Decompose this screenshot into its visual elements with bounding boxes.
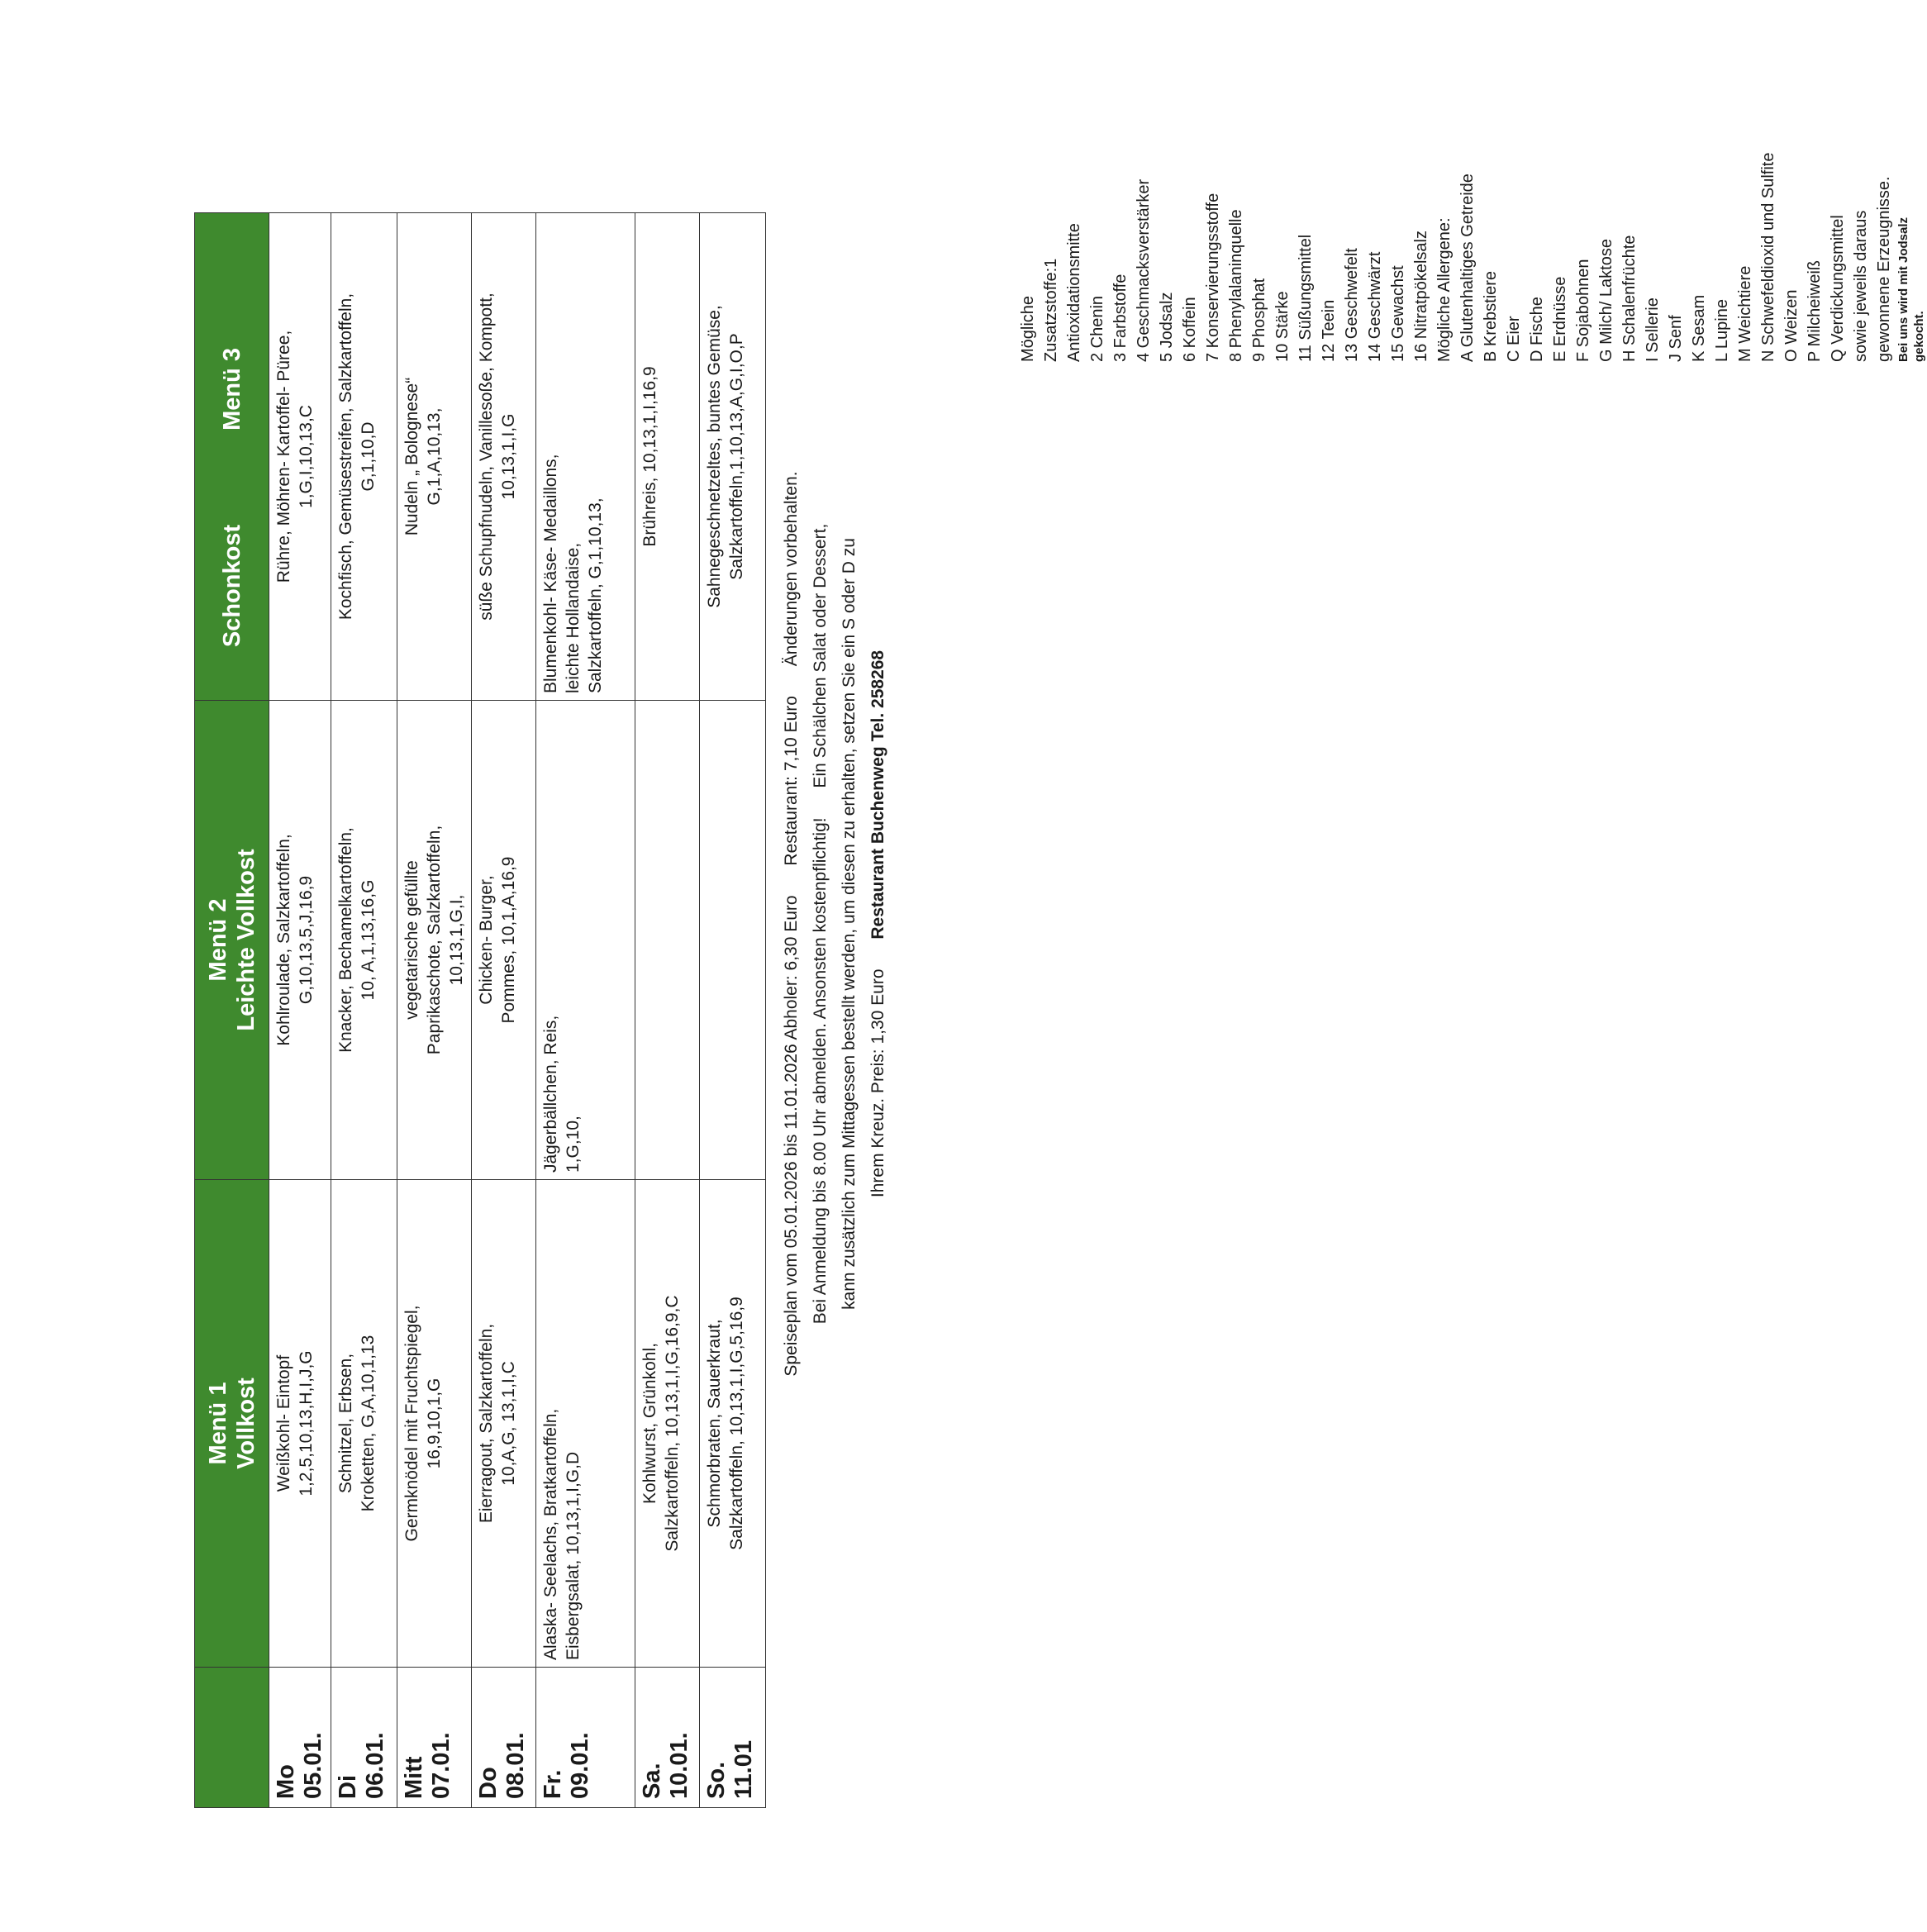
dish-text: 1,G,I,10,13,C bbox=[297, 405, 316, 508]
dish-text: Rühre, Möhren- Kartoffel- Püree, bbox=[274, 330, 293, 583]
weekday-label: Fr. bbox=[540, 1769, 566, 1799]
day-cell bbox=[472, 1668, 536, 1808]
menu-2-cell bbox=[472, 701, 536, 1180]
menu-1-cell bbox=[397, 1180, 472, 1668]
note-line-1 bbox=[777, 279, 806, 1568]
legend-iodine-note-2: gekocht. bbox=[1912, 311, 1926, 362]
dish-text: Jägerbällchen, Reis, bbox=[541, 1015, 560, 1173]
header-day bbox=[195, 1668, 269, 1808]
legend-item: F Sojabohnen bbox=[1574, 259, 1592, 362]
legend-item: gewonnene Erzeugnisse. bbox=[1875, 176, 1893, 362]
legend-item: H Schalenfrüchte bbox=[1620, 235, 1639, 362]
weekday-label: Mitt bbox=[401, 1756, 427, 1799]
table-row bbox=[397, 213, 472, 1808]
table-row bbox=[472, 213, 536, 1808]
dish-text: Eisbergsalat, 10,13,1,I,G,D bbox=[564, 1451, 583, 1660]
table-header-row bbox=[195, 213, 269, 1808]
dish-text: 1,G,10, bbox=[564, 1116, 583, 1173]
legend-item: Q Verdickungsmittel bbox=[1829, 215, 1847, 362]
dish-text: Kroketten, G,A,10,1,13 bbox=[359, 1335, 378, 1512]
date-label: 06.01. bbox=[362, 1732, 388, 1799]
dish-text: Salzkartoffeln, 10,13,1,I,G,5,16,9 bbox=[727, 1297, 746, 1550]
table-row bbox=[269, 213, 331, 1808]
date-label: 09.01. bbox=[567, 1732, 593, 1799]
dish-text: Salzkartoffeln, 10,13,1,I,G,16,9,C bbox=[663, 1295, 682, 1552]
weekday-label: Do bbox=[475, 1767, 502, 1799]
legend-item: Mögliche Allergene: bbox=[1435, 217, 1454, 362]
date-label: 07.01. bbox=[428, 1732, 454, 1799]
dish-text: Paprikaschote, Salzkartoffeln, bbox=[425, 825, 444, 1055]
menu-3-cell bbox=[700, 213, 766, 701]
note-line-2 bbox=[806, 279, 835, 1568]
dish-text: 1,2,5,10,13,H,I,J,G bbox=[297, 1350, 316, 1497]
note-changes: Änderungen vorbehalten. bbox=[782, 471, 801, 667]
legend-item: 5 Jodsalz bbox=[1158, 292, 1176, 362]
legend-item: K Sesam bbox=[1690, 294, 1708, 362]
note-side-dish: Ein Schälchen Salat oder Dessert, bbox=[811, 523, 830, 788]
table-body bbox=[269, 213, 766, 1808]
menu-2-cell bbox=[331, 701, 397, 1180]
note-registration: Bei Anmeldung bis 8.00 Uhr abmelden. Ansonsten kostenpflichtig! bbox=[811, 817, 830, 1325]
menu-1-cell bbox=[536, 1180, 635, 1668]
header-menu-1 bbox=[195, 1180, 269, 1668]
header-menu-3 bbox=[195, 213, 269, 701]
weekday-label: So. bbox=[703, 1761, 730, 1799]
date-label: 10.01. bbox=[666, 1732, 692, 1799]
header-menu-3-title: Schonkost bbox=[218, 524, 245, 648]
legend-item: 10 Stärke bbox=[1273, 291, 1292, 362]
header-menu-2-title: Menü 2 bbox=[204, 898, 231, 982]
legend-list bbox=[1016, 7, 1896, 362]
dish-text: vegetarische gefüllte bbox=[402, 860, 421, 1020]
dish-text: Schnitzel, Erbsen, bbox=[336, 1353, 355, 1494]
legend-item: 4 Geschmacksverstärker bbox=[1135, 178, 1153, 362]
legend-item: 12 Teein bbox=[1320, 299, 1338, 362]
dish-text: Germknödel mit Fruchtspiegel, bbox=[402, 1305, 421, 1542]
dish-text: Chicken- Burger, bbox=[477, 875, 496, 1005]
legend-item: N Schwefeldioxid und Sulfite bbox=[1759, 152, 1777, 362]
legend-item: A Glutenhaltiges Getreide bbox=[1458, 174, 1477, 362]
note-restaurant-price: Restaurant: 7,10 Euro bbox=[782, 696, 801, 866]
legend-item: G Milch/ Laktose bbox=[1597, 239, 1615, 362]
table-row bbox=[635, 213, 700, 1808]
dish-text: Salzkartoffeln, G,1,10,13, bbox=[586, 497, 605, 693]
menu-1-cell bbox=[269, 1180, 331, 1668]
legend-item: 11 Süßungsmittel bbox=[1297, 234, 1315, 362]
weekday-label: Mo bbox=[273, 1764, 299, 1799]
date-label: 05.01. bbox=[300, 1732, 326, 1799]
header-menu-2-sub: Leichte Vollkost bbox=[232, 849, 259, 1031]
dish-text: 10,A,G, 13,1,I,C bbox=[499, 1361, 518, 1486]
legend-item: 14 Geschwärzt bbox=[1366, 251, 1384, 362]
legend-item: 3 Farbstoffe bbox=[1111, 274, 1130, 362]
table-row bbox=[331, 213, 397, 1808]
legend-item: P Milcheiweiß bbox=[1806, 260, 1824, 362]
note-restaurant-contact: Restaurant Buchenweg Tel. 258268 bbox=[868, 650, 887, 940]
menu-2-cell bbox=[700, 701, 766, 1180]
weekday-label: Sa. bbox=[639, 1763, 665, 1799]
legend-item: C Eier bbox=[1505, 316, 1523, 362]
menu-3-cell bbox=[269, 213, 331, 701]
menu-3-cell bbox=[536, 213, 635, 701]
date-label: 11.01 bbox=[730, 1740, 757, 1799]
note-line-3: kann zusätzlich zum Mittagessen bestellt werden, um diesen zu erhalten, setzen Sie ein S oder D zu bbox=[840, 538, 859, 1310]
legend-item: 9 Phosphat bbox=[1250, 278, 1268, 362]
dish-text: G,10,13,5,J,16,9 bbox=[297, 875, 316, 1005]
menu-3-cell bbox=[397, 213, 472, 701]
legend-iodine-note-1: Bei uns wird mit Jodsalz bbox=[1896, 217, 1910, 362]
dish-text: Blumenkohl- Käse- Medaillons, bbox=[541, 454, 560, 693]
day-cell bbox=[536, 1668, 635, 1808]
menu-1-cell bbox=[635, 1180, 700, 1668]
menu-1-cell bbox=[700, 1180, 766, 1668]
menu-2-cell bbox=[397, 701, 472, 1180]
dish-text: Nudeln „ Bolognese“ bbox=[402, 377, 421, 536]
note-line-4 bbox=[864, 279, 892, 1568]
menu-3-cell bbox=[331, 213, 397, 701]
menu-3-cell bbox=[472, 213, 536, 701]
legend-item: E Erdnüsse bbox=[1551, 276, 1569, 362]
table-row bbox=[700, 213, 766, 1808]
dish-text: Alaska- Seelachs, Bratkartoffeln, bbox=[541, 1408, 560, 1660]
legend-item: M Weichtiere bbox=[1736, 265, 1754, 362]
legend-item: Zusatzstoffe:1 bbox=[1042, 258, 1060, 362]
legend-item: 2 Chenin bbox=[1088, 295, 1106, 362]
dish-text: süße Schupfnudeln, Vanillesoße, Kompott, bbox=[477, 293, 496, 621]
legend-item: B Krebstiere bbox=[1482, 270, 1500, 362]
dish-text: Knacker, Bechamelkartoffeln, bbox=[336, 827, 355, 1053]
header-menu-3-sub: Menü 3 bbox=[218, 347, 245, 431]
dish-text: Schmorbraten, Sauerkraut, bbox=[705, 1319, 724, 1528]
day-cell bbox=[269, 1668, 331, 1808]
day-cell bbox=[700, 1668, 766, 1808]
legend-item: Antioxidationsmitte bbox=[1065, 223, 1083, 362]
day-cell bbox=[397, 1668, 472, 1808]
footer-notes bbox=[777, 279, 892, 1568]
weekday-label: Di bbox=[335, 1775, 361, 1799]
note-side-price: Ihrem Kreuz. Preis: 1,30 Euro bbox=[868, 968, 887, 1198]
legend-item: 15 Gewachst bbox=[1389, 265, 1407, 362]
dish-text: G,1,10,D bbox=[359, 421, 378, 492]
menu-2-cell bbox=[269, 701, 331, 1180]
legend-item: 13 Geschwefelt bbox=[1343, 248, 1361, 362]
legend-item: Mögliche bbox=[1019, 295, 1037, 362]
legend-item: 6 Koffein bbox=[1181, 297, 1199, 362]
dish-text: Pommes, 10,1,A,16,9 bbox=[499, 856, 518, 1024]
note-period-price: Speiseplan vom 05.01.2026 bis 11.01.2026 Abholer: 6,30 Euro bbox=[782, 895, 801, 1377]
legend-item: 8 Phenylalaninquelle bbox=[1227, 209, 1245, 362]
legend-item: D Fische bbox=[1528, 297, 1546, 362]
dish-text: Sahnegeschnetzeltes, buntes Gemüse, bbox=[705, 305, 724, 608]
header-menu-2 bbox=[195, 701, 269, 1180]
dish-text: leichte Hollandaise, bbox=[564, 542, 583, 693]
menu-3-cell bbox=[635, 213, 700, 701]
dish-text: Salzkartoffeln,1,10,13,A,G,I,O,P bbox=[727, 333, 746, 580]
dish-text: 10, A,1,13,16,G bbox=[359, 879, 378, 1001]
menu-2-cell bbox=[536, 701, 635, 1180]
dish-text: Kohlroulade, Salzkartoffeln, bbox=[274, 834, 293, 1046]
legend-item: I Sellerie bbox=[1644, 297, 1662, 362]
dish-text: 16,9,10,1,G bbox=[425, 1378, 444, 1469]
menu-2-cell bbox=[635, 701, 700, 1180]
table-row bbox=[536, 213, 635, 1808]
day-cell bbox=[331, 1668, 397, 1808]
dish-text: Kochfisch, Gemüsestreifen, Salzkartoffeln, bbox=[336, 293, 355, 621]
dish-text: Weißkohl- Eintopf bbox=[274, 1354, 293, 1492]
header-menu-1-sub: Vollkost bbox=[232, 1378, 259, 1469]
legend-item: 7 Konservierungsstoffe bbox=[1204, 193, 1222, 362]
header-menu-1-title: Menü 1 bbox=[204, 1382, 231, 1465]
date-label: 08.01. bbox=[502, 1732, 529, 1799]
legend-item: O Weizen bbox=[1782, 289, 1801, 362]
dish-text: Kohlwurst, Grünkohl, bbox=[640, 1343, 659, 1504]
weekly-menu-table bbox=[194, 212, 766, 1808]
legend-item: sowie jeweils daraus bbox=[1852, 210, 1870, 362]
menu-1-cell bbox=[331, 1180, 397, 1668]
menu-1-cell bbox=[472, 1180, 536, 1668]
dish-text: Brühreis, 10,13,1,I,16,9 bbox=[640, 366, 659, 547]
dish-text: Eierragout, Salzkartoffeln, bbox=[477, 1323, 496, 1524]
dish-text: 10,13,1,G,I, bbox=[447, 894, 466, 986]
additives-allergens-legend bbox=[1016, 7, 1927, 362]
dish-text: G,1,A,10,13, bbox=[425, 407, 444, 506]
legend-item: J Senf bbox=[1667, 315, 1685, 362]
legend-item: 16 Nitratpökelsalz bbox=[1412, 231, 1430, 362]
day-cell bbox=[635, 1668, 700, 1808]
legend-item: L Lupine bbox=[1713, 299, 1731, 362]
dish-text: 10,13,1,I,G bbox=[499, 413, 518, 500]
